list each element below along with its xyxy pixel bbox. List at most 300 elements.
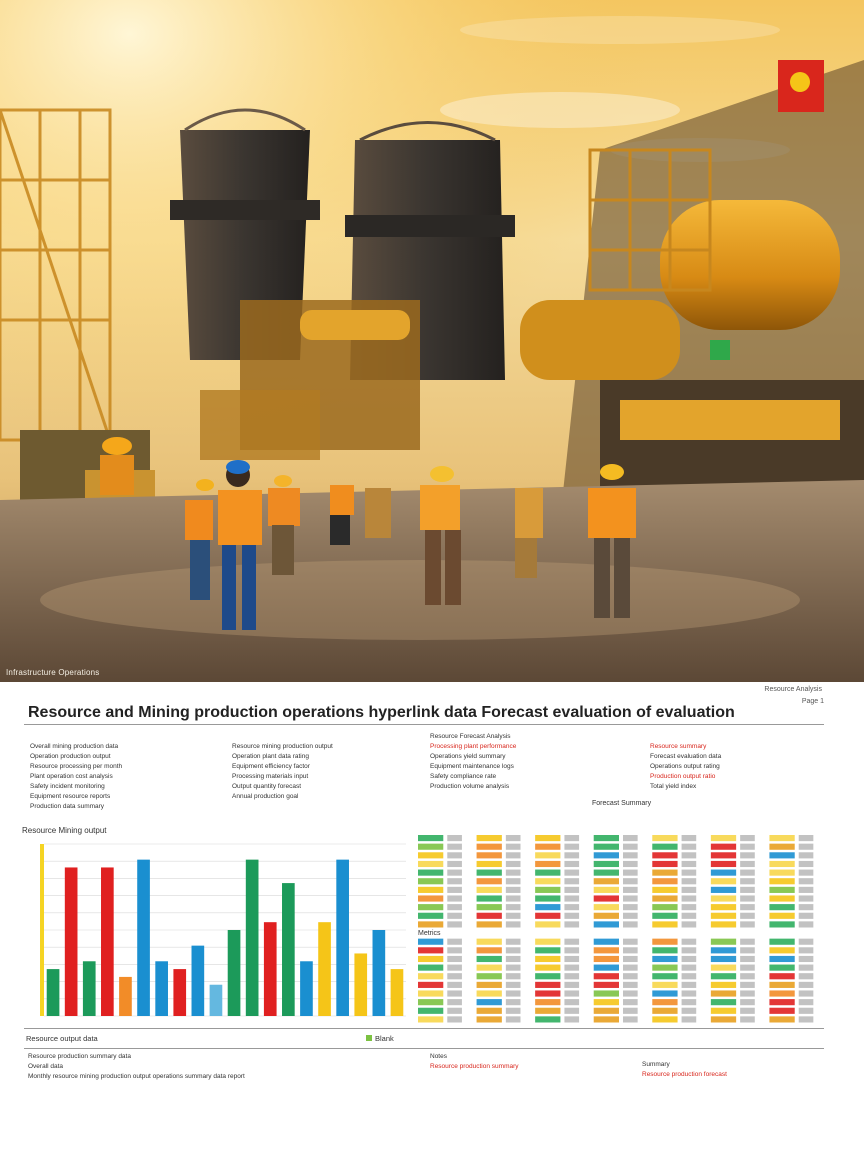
grid-cells	[418, 835, 813, 1023]
grid-cell	[623, 913, 638, 919]
grid-cell	[594, 844, 619, 850]
grid-cell	[564, 956, 579, 962]
grid-cell	[652, 1008, 677, 1014]
grid-cell	[594, 904, 619, 910]
grid-cell	[623, 835, 638, 841]
footer-left-title: Resource production summary data	[28, 1053, 131, 1060]
grid-cell	[711, 895, 736, 901]
grid-cell	[564, 1008, 579, 1014]
grid-cell	[682, 1008, 697, 1014]
grid-cell	[711, 947, 736, 953]
grid-cell	[769, 878, 794, 884]
bar	[65, 867, 78, 1016]
grid-cell	[447, 895, 462, 901]
grid-cell	[418, 1008, 443, 1014]
bar	[47, 969, 60, 1016]
grid-cell	[740, 895, 755, 901]
grid-cell	[447, 947, 462, 953]
grid-cell	[769, 956, 794, 962]
grid-cell	[594, 1008, 619, 1014]
grid-cell	[506, 956, 521, 962]
grid-cell	[740, 870, 755, 876]
grid-sub-label: Metrics	[418, 930, 441, 937]
bar	[173, 969, 186, 1016]
grid-cell	[418, 895, 443, 901]
grid-cell	[564, 835, 579, 841]
grid-cell	[740, 939, 755, 945]
footer-right-line: Resource production forecast	[642, 1071, 727, 1078]
grid-cell	[535, 999, 560, 1005]
grid-cell	[535, 973, 560, 979]
grid-cell	[769, 1016, 794, 1022]
grid-cell	[535, 913, 560, 919]
grid-cell	[535, 844, 560, 850]
grid-cell	[477, 895, 502, 901]
grid-cell	[477, 1008, 502, 1014]
grid-cell	[594, 913, 619, 919]
grid-cell	[769, 999, 794, 1005]
grid-cell	[477, 999, 502, 1005]
grid-cell	[682, 965, 697, 971]
grid-cell	[564, 999, 579, 1005]
grid-cell	[652, 990, 677, 996]
grid-cell	[799, 947, 814, 953]
bar	[336, 860, 349, 1016]
bar	[391, 969, 404, 1016]
grid-cell	[623, 973, 638, 979]
y-axis-bar	[40, 844, 44, 1016]
grid-cell	[477, 965, 502, 971]
grid-cell	[506, 982, 521, 988]
col1-line: Safety incident monitoring	[30, 783, 105, 790]
grid-cell	[477, 844, 502, 850]
flag-icon	[778, 60, 824, 112]
grid-cell	[652, 921, 677, 927]
grid-cell	[799, 1008, 814, 1014]
col2-line: Annual production goal	[232, 793, 299, 800]
legend-blank	[366, 1034, 394, 1043]
bar	[192, 946, 205, 1016]
grid-cell	[740, 999, 755, 1005]
grid-cell	[564, 913, 579, 919]
grid-cell	[652, 999, 677, 1005]
grid-cell	[652, 861, 677, 867]
grid-cell	[477, 982, 502, 988]
grid-cell	[535, 861, 560, 867]
grid-cell	[682, 895, 697, 901]
grid-cell	[623, 982, 638, 988]
grid-cell	[477, 939, 502, 945]
grid-cell	[711, 956, 736, 962]
legend-label: Resource output data	[26, 1034, 98, 1043]
grid-cell	[652, 887, 677, 893]
grid-cell	[447, 878, 462, 884]
grid-cell	[535, 956, 560, 962]
grid-cell	[623, 1016, 638, 1022]
grid-cell	[711, 990, 736, 996]
grid-cell	[769, 895, 794, 901]
grid-cell	[682, 852, 697, 858]
grid-cell	[623, 870, 638, 876]
grid-cell	[477, 956, 502, 962]
footer-mid	[430, 1052, 630, 1072]
grid-cell	[418, 965, 443, 971]
bar	[318, 922, 331, 1016]
grid-cell	[506, 921, 521, 927]
grid-cell	[799, 887, 814, 893]
footer-left-line: Overall data	[28, 1063, 64, 1070]
grid-cell	[652, 904, 677, 910]
grid-cell	[594, 982, 619, 988]
grid-cell	[682, 973, 697, 979]
grid-cell	[740, 982, 755, 988]
bar	[137, 860, 150, 1016]
grid-cell	[711, 1008, 736, 1014]
grid-cell	[711, 861, 736, 867]
grid-cell	[799, 990, 814, 996]
grid-cell	[447, 1016, 462, 1022]
grid-cell	[506, 973, 521, 979]
grid-cell	[594, 999, 619, 1005]
grid-cell	[447, 982, 462, 988]
grid-cell	[447, 852, 462, 858]
grid-cell	[740, 965, 755, 971]
grid-cell	[682, 921, 697, 927]
grid-cell	[623, 939, 638, 945]
text-column-4	[650, 742, 830, 792]
grid-cell	[418, 904, 443, 910]
col2-line: Operation plant data rating	[232, 753, 309, 760]
grid-cell	[506, 844, 521, 850]
grid-cell	[564, 973, 579, 979]
grid-cell	[535, 835, 560, 841]
grid-cell	[652, 956, 677, 962]
footer-mid-line: Resource production summary	[430, 1063, 519, 1070]
grid-cell	[506, 895, 521, 901]
grid-cell	[564, 852, 579, 858]
grid-cell	[506, 878, 521, 884]
grid-cell	[799, 973, 814, 979]
grid-cell	[477, 973, 502, 979]
grid-cell	[418, 913, 443, 919]
grid-cell	[535, 1016, 560, 1022]
grid-cell	[564, 844, 579, 850]
grid-cell	[506, 1008, 521, 1014]
grid-cell	[506, 965, 521, 971]
grid-cell	[652, 973, 677, 979]
bar	[83, 961, 96, 1016]
col1-line: Resource processing per month	[30, 763, 123, 770]
grid-cell	[682, 887, 697, 893]
grid-cell	[682, 990, 697, 996]
grid-cell	[740, 921, 755, 927]
grid-cell	[477, 852, 502, 858]
grid-cell	[535, 965, 560, 971]
grid-cell	[682, 956, 697, 962]
grid-cell	[594, 947, 619, 953]
grid-cell	[711, 835, 736, 841]
grid-cell	[799, 965, 814, 971]
grid-cell	[652, 1016, 677, 1022]
grid-cell	[447, 921, 462, 927]
grid-cell	[769, 921, 794, 927]
text-column-1	[30, 742, 210, 812]
col3-line: Equipment maintenance logs	[430, 763, 514, 770]
grid-cell	[623, 965, 638, 971]
bar	[282, 883, 295, 1016]
footer-left	[28, 1052, 428, 1082]
grid-cell	[740, 990, 755, 996]
grid-cell	[477, 904, 502, 910]
grid-cell	[535, 982, 560, 988]
grid-cell	[623, 861, 638, 867]
grid-cell	[594, 878, 619, 884]
grid-cell	[535, 852, 560, 858]
grid-cell	[769, 965, 794, 971]
grid-cell	[447, 904, 462, 910]
grid-cell	[447, 844, 462, 850]
grid-cell	[477, 947, 502, 953]
legend-blank-label: Blank	[375, 1034, 394, 1043]
col2-line: Resource mining production output	[232, 743, 333, 750]
col1-line: Production data summary	[30, 803, 105, 810]
grid-cell	[652, 844, 677, 850]
grid-cell	[652, 852, 677, 858]
grid-cell	[564, 870, 579, 876]
footer-right	[642, 1060, 832, 1080]
grid-cell	[740, 947, 755, 953]
grid-cell	[535, 887, 560, 893]
grid-cell	[799, 895, 814, 901]
footer-divider	[24, 1048, 824, 1049]
grid-cell	[447, 861, 462, 867]
grid-cell	[769, 835, 794, 841]
grid-cell	[652, 965, 677, 971]
grid-cell	[623, 878, 638, 884]
grid-cell	[652, 870, 677, 876]
chart-bars	[47, 860, 404, 1016]
grid-cell	[740, 878, 755, 884]
bar	[101, 867, 114, 1016]
grid-cell	[418, 878, 443, 884]
grid-cell	[418, 982, 443, 988]
grid-cell	[799, 999, 814, 1005]
data-grid	[416, 834, 826, 1024]
grid-cell	[418, 887, 443, 893]
grid-cell	[711, 844, 736, 850]
grid-cell	[535, 878, 560, 884]
grid-cell	[594, 965, 619, 971]
grid-cell	[623, 852, 638, 858]
text-column-3	[430, 732, 630, 792]
bar	[373, 930, 386, 1016]
bar	[228, 930, 241, 1016]
grid-cell	[799, 913, 814, 919]
grid-cell	[477, 870, 502, 876]
legend-swatch	[366, 1035, 372, 1041]
grid-cell	[418, 1016, 443, 1022]
grid-cell	[506, 947, 521, 953]
grid-cell	[711, 887, 736, 893]
grid-cell	[535, 921, 560, 927]
grid-cell	[623, 887, 638, 893]
grid-cell	[769, 947, 794, 953]
grid-cell	[769, 913, 794, 919]
grid-cell	[535, 947, 560, 953]
grid-cell	[682, 861, 697, 867]
col2-line: Processing materials input	[232, 773, 309, 780]
col1-line: Operation production output	[30, 753, 111, 760]
grid-cell	[564, 990, 579, 996]
grid-cell	[711, 939, 736, 945]
grid-cell	[477, 913, 502, 919]
grid-cell	[682, 1016, 697, 1022]
bar-chart	[30, 840, 410, 1022]
grid-cell	[799, 939, 814, 945]
grid-cell	[682, 913, 697, 919]
col3-line: Processing plant performance	[430, 743, 517, 750]
grid-cell	[447, 965, 462, 971]
bar	[264, 922, 277, 1016]
grid-cell	[594, 835, 619, 841]
grid-cell	[594, 852, 619, 858]
grid-cell	[623, 999, 638, 1005]
grid-cell	[740, 973, 755, 979]
grid-cell	[418, 870, 443, 876]
grid-cell	[477, 835, 502, 841]
grid-cell	[506, 939, 521, 945]
grid-cell	[477, 887, 502, 893]
grid-cell	[711, 982, 736, 988]
grid-cell	[682, 939, 697, 945]
grid-cell	[447, 939, 462, 945]
grid-cell	[564, 861, 579, 867]
grid-cell	[564, 895, 579, 901]
grid-cell	[682, 835, 697, 841]
col4-line: Operations output rating	[650, 763, 720, 770]
grid-cell	[769, 1008, 794, 1014]
report-header-note: Resource Analysis	[764, 686, 822, 693]
bar	[155, 961, 168, 1016]
grid-cell	[711, 878, 736, 884]
grid-cell	[711, 904, 736, 910]
grid-cell	[623, 1008, 638, 1014]
footer-mid-title: Notes	[430, 1053, 447, 1060]
grid-cell	[711, 973, 736, 979]
col1-line: Plant operation cost analysis	[30, 773, 113, 780]
grid-cell	[506, 887, 521, 893]
text-column-2	[232, 742, 412, 802]
grid-cell	[594, 895, 619, 901]
grid-cell	[623, 895, 638, 901]
grid-cell	[594, 861, 619, 867]
bar	[246, 860, 259, 1016]
grid-cell	[564, 904, 579, 910]
grid-cell	[564, 947, 579, 953]
grid-cell	[769, 887, 794, 893]
col4-line: Resource summary	[650, 743, 707, 750]
grid-cell	[682, 878, 697, 884]
grid-cell	[506, 913, 521, 919]
grid-cell	[594, 870, 619, 876]
grid-cell	[564, 939, 579, 945]
col4-line: Production output ratio	[650, 773, 716, 780]
grid-cell	[418, 939, 443, 945]
grid-cell	[418, 835, 443, 841]
grid-cell	[740, 887, 755, 893]
grid-cell	[799, 956, 814, 962]
grid-cell	[506, 835, 521, 841]
grid-cell	[564, 965, 579, 971]
grid-cell	[418, 921, 443, 927]
grid-cell	[711, 1016, 736, 1022]
grid-divider	[24, 1028, 824, 1029]
grid-cell	[799, 904, 814, 910]
grid-cell	[711, 852, 736, 858]
grid-cell	[740, 1008, 755, 1014]
grid-cell	[418, 973, 443, 979]
grid-cell	[652, 835, 677, 841]
grid-cell	[769, 844, 794, 850]
grid-cell	[535, 1008, 560, 1014]
col3-line: Resource Forecast Analysis	[430, 733, 511, 740]
grid-cell	[506, 1016, 521, 1022]
grid-cell	[477, 990, 502, 996]
col3-line: Operations yield summary	[430, 753, 506, 760]
bar	[210, 985, 223, 1016]
grid-cell	[477, 861, 502, 867]
grid-cell	[799, 835, 814, 841]
bar	[300, 961, 313, 1016]
grid-cell	[594, 956, 619, 962]
grid-cell	[652, 982, 677, 988]
grid-cell	[652, 895, 677, 901]
grid-cell	[506, 861, 521, 867]
grid-cell	[594, 973, 619, 979]
grid-cell	[447, 973, 462, 979]
grid-cell	[564, 982, 579, 988]
grid-cell	[447, 990, 462, 996]
col1-line: Equipment resource reports	[30, 793, 111, 800]
report-title: Resource and Mining production operations hyperlink data Forecast evaluation of evaluation	[28, 704, 735, 721]
grid-cell	[477, 921, 502, 927]
grid-cell	[535, 939, 560, 945]
grid-cell	[799, 844, 814, 850]
grid-cell	[418, 861, 443, 867]
grid-cell	[799, 852, 814, 858]
grid-cell	[535, 870, 560, 876]
grid-cell	[652, 878, 677, 884]
col1-line: Overall mining production data	[30, 743, 119, 750]
grid-cell	[447, 956, 462, 962]
report-panel	[0, 682, 864, 1152]
grid-cell	[769, 870, 794, 876]
grid-cell	[564, 921, 579, 927]
grid-cell	[477, 1016, 502, 1022]
grid-cell	[594, 887, 619, 893]
grid-cell	[418, 852, 443, 858]
grid-cell	[594, 921, 619, 927]
grid-cell	[623, 921, 638, 927]
grid-cell	[711, 965, 736, 971]
grid-cell	[769, 982, 794, 988]
grid-cell	[769, 904, 794, 910]
grid-cell	[769, 852, 794, 858]
grid-cell	[594, 1016, 619, 1022]
grid-cell	[418, 999, 443, 1005]
grid-cell	[506, 999, 521, 1005]
grid-cell	[418, 956, 443, 962]
